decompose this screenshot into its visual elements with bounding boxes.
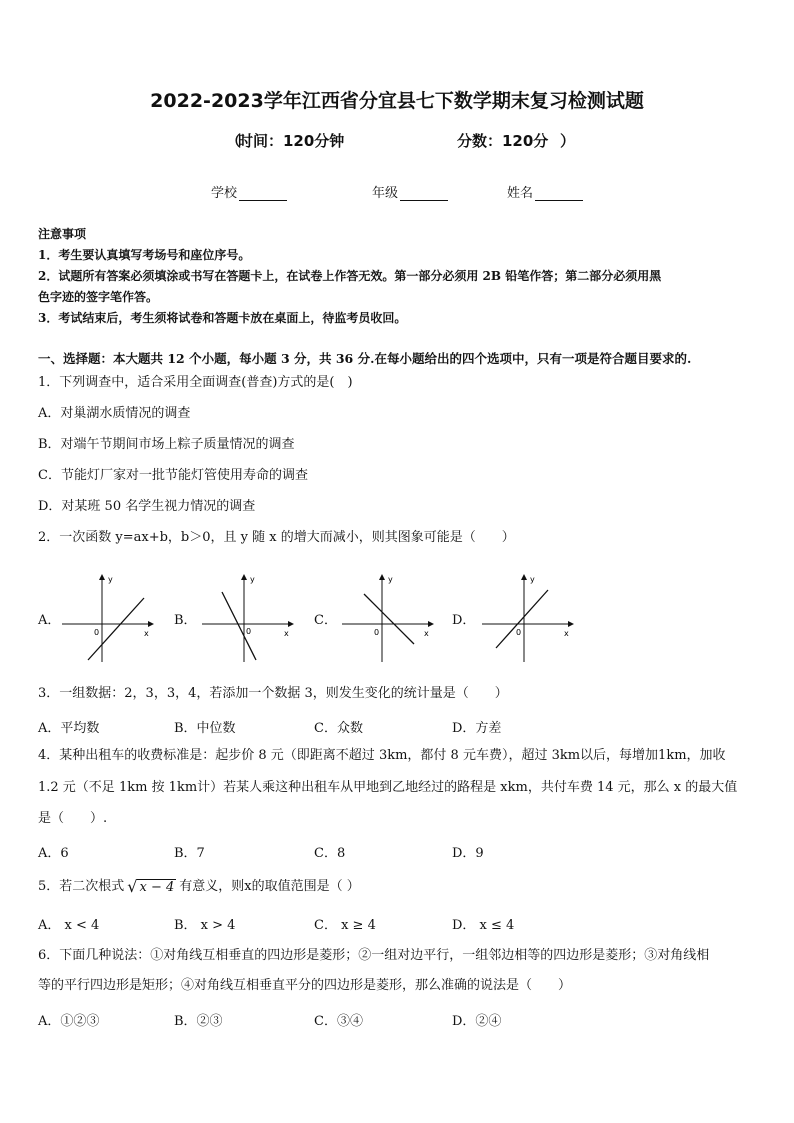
function-line bbox=[496, 590, 548, 648]
school-field[interactable] bbox=[211, 182, 287, 201]
question-4-line-2: 1.2 元（不足 1km 按 1km计）若某人乘这种出租车从甲地到乙地经过的路程是 xkm，共付车费 14 元，那么 x 的最大值 bbox=[38, 780, 738, 795]
graph-c[interactable] bbox=[340, 572, 440, 664]
question-6-option-c[interactable]: C．③④ bbox=[314, 1014, 363, 1029]
grade-blank[interactable] bbox=[400, 188, 448, 201]
x-label: x bbox=[564, 629, 569, 638]
question-6-line-1: 6．下面几种说法：①对角线互相垂直的四边形是菱形；②一组对边平行，一组邻边相等的四边形是菱形；③对角线相 bbox=[38, 948, 710, 963]
section-heading: 一、选择题：本大题共 12 个小题，每小题 3 分，共 36 分.在每小题给出的四个选项中，只有一项是符合题目要求的. bbox=[38, 351, 692, 366]
name-field[interactable] bbox=[507, 182, 583, 201]
x-label: x bbox=[424, 629, 429, 638]
origin-label: 0 bbox=[246, 627, 252, 636]
notice-item: 色字迹的签字笔作答。 bbox=[38, 290, 159, 304]
name-blank[interactable] bbox=[535, 188, 583, 201]
question-5-option-c[interactable]: C． x ≥ 4 bbox=[314, 918, 376, 933]
question-1-option-b[interactable]: B．对端午节期间市场上粽子质量情况的调查 bbox=[38, 437, 295, 452]
x-label: x bbox=[144, 629, 149, 638]
x-arrow bbox=[428, 621, 434, 627]
y-arrow bbox=[521, 574, 527, 580]
name-label: 姓名 bbox=[507, 186, 534, 201]
origin-label: 0 bbox=[516, 628, 522, 637]
grade-field[interactable] bbox=[372, 182, 448, 201]
question-1-option-d[interactable]: D．对某班 50 名学生视力情况的调查 bbox=[38, 499, 256, 514]
paren-close: ） bbox=[560, 132, 576, 150]
y-label: y bbox=[250, 575, 255, 584]
notice-item: 2．试题所有答案必须填涂或书写在答题卡上，在试卷上作答无效。第一部分必须用 2B 铅笔作答；第二部分必须用黑 bbox=[38, 269, 662, 283]
question-4-option-d[interactable]: D．9 bbox=[452, 846, 484, 861]
x-arrow bbox=[148, 621, 154, 627]
question-4-line-3: 是（ ）. bbox=[38, 811, 108, 826]
notice-item: 1．考生要认真填写考场号和座位序号。 bbox=[38, 248, 251, 262]
question-1-option-a[interactable]: A．对巢湖水质情况的调查 bbox=[38, 406, 191, 421]
notice-title: 注意事项 bbox=[38, 227, 87, 241]
notice-block bbox=[38, 224, 758, 329]
question-2-label-c[interactable]: C． bbox=[314, 613, 337, 628]
grade-label: 年级 bbox=[372, 186, 399, 201]
question-6-option-b[interactable]: B．②③ bbox=[174, 1014, 223, 1029]
exam-score: 分数：120分 bbox=[457, 132, 549, 150]
y-label: y bbox=[388, 575, 393, 584]
y-label: y bbox=[530, 575, 535, 584]
question-5-option-a[interactable]: A． x < 4 bbox=[38, 918, 100, 933]
origin-label: 0 bbox=[94, 628, 100, 637]
paren-open: （ bbox=[226, 132, 242, 150]
question-4-line-1: 4．某种出租车的收费标准是：起步价 8 元（即距离不超过 3km，都付 8 元车费），超过 3km以后，每增加1km，加收 bbox=[38, 748, 726, 763]
sqrt-radicand: x − 4 bbox=[139, 879, 175, 895]
question-5-stem-pre: 5．若二次根式 bbox=[38, 879, 125, 894]
graph-a[interactable] bbox=[60, 572, 160, 664]
question-3-option-b[interactable]: B．中位数 bbox=[174, 721, 236, 736]
question-4-option-a[interactable]: A．6 bbox=[38, 846, 69, 861]
y-arrow bbox=[99, 574, 105, 580]
function-line bbox=[222, 592, 256, 660]
question-2-stem: 2．一次函数 y=ax+b，b＞0，且 y 随 x 的增大而减小，则其图象可能是（ ） bbox=[38, 530, 515, 545]
question-4-option-c[interactable]: C．8 bbox=[314, 846, 346, 861]
question-5-stem-post: 有意义，则x的取值范围是（ ） bbox=[179, 879, 360, 894]
graph-b[interactable] bbox=[200, 572, 300, 664]
question-4-option-b[interactable]: B．7 bbox=[174, 846, 205, 861]
sqrt-expression bbox=[127, 876, 176, 896]
y-label: y bbox=[108, 575, 113, 584]
question-2-label-a[interactable]: A． bbox=[38, 613, 61, 628]
x-label: x bbox=[284, 629, 289, 638]
origin-label: 0 bbox=[374, 628, 380, 637]
school-label: 学校 bbox=[211, 186, 238, 201]
question-1-stem: 1．下列调查中，适合采用全面调查(普查)方式的是( ) bbox=[38, 375, 353, 390]
x-arrow bbox=[568, 621, 574, 627]
question-5-option-b[interactable]: B． x > 4 bbox=[174, 918, 236, 933]
question-1-option-c[interactable]: C．节能灯厂家对一批节能灯管使用寿命的调查 bbox=[38, 468, 308, 483]
question-3-option-c[interactable]: C．众数 bbox=[314, 721, 363, 736]
school-blank[interactable] bbox=[239, 188, 287, 201]
sqrt-sign: √ bbox=[127, 876, 138, 896]
y-arrow bbox=[379, 574, 385, 580]
question-3-option-d[interactable]: D．方差 bbox=[452, 721, 502, 736]
question-6-option-d[interactable]: D．②④ bbox=[452, 1014, 502, 1029]
function-line bbox=[364, 594, 414, 644]
question-3-stem: 3．一组数据：2，3，3，4，若添加一个数据 3，则发生变化的统计量是（ ） bbox=[38, 686, 508, 701]
y-arrow bbox=[241, 574, 247, 580]
question-2-label-b[interactable]: B． bbox=[174, 613, 197, 628]
notice-item: 3．考试结束后，考生须将试卷和答题卡放在桌面上，待监考员收回。 bbox=[38, 311, 407, 325]
question-5-stem bbox=[38, 871, 758, 902]
graph-d[interactable] bbox=[480, 572, 580, 664]
exam-title: 2022-2023学年江西省分宜县七下数学期末复习检测试题 bbox=[150, 90, 644, 112]
question-6-line-2: 等的平行四边形是矩形；④对角线互相垂直平分的四边形是菱形，那么准确的说法是（ ） bbox=[38, 978, 572, 993]
x-arrow bbox=[288, 621, 294, 627]
question-6-option-a[interactable]: A．①②③ bbox=[38, 1014, 100, 1029]
question-3-option-a[interactable]: A．平均数 bbox=[38, 721, 100, 736]
question-2-label-d[interactable]: D． bbox=[452, 613, 476, 628]
exam-time: 时间：120分钟 bbox=[238, 132, 345, 150]
question-5-option-d[interactable]: D． x ≤ 4 bbox=[452, 918, 515, 933]
